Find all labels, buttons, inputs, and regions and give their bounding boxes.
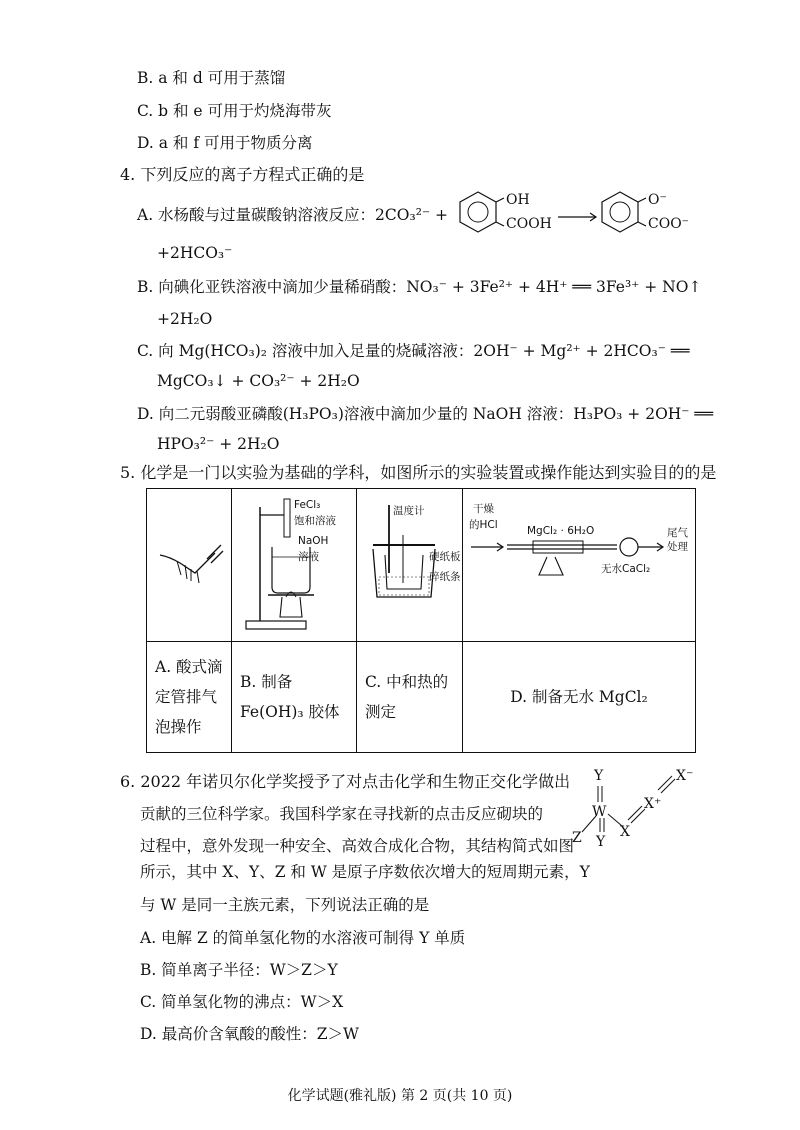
q6-line3: 过程中，意外发现一种安全、高效合成化合物，其结构简式如图 [140,837,575,855]
q6-struct-w: W [592,804,607,820]
label-solution: 溶液 [298,551,319,563]
page-footer: 化学试题(雅礼版) 第 2 页(共 10 页) [287,1088,513,1104]
caption-d: D. 制备无水 MgCl₂ [463,642,696,753]
label-tail-gas-1: 尾气 [667,527,688,539]
label-saturated: 饱和溶液 [294,515,336,527]
q3-option-d: D. a 和 f 可用于物质分离 [137,134,313,152]
q6-struct-y-bottom: Y [596,834,606,850]
figure-c-cell [357,489,463,642]
q6-struct-x-minus: X⁻ [676,768,694,784]
q3-option-c: C. b 和 e 可用于灼烧海带灰 [137,102,332,120]
reaction-arrow [556,212,600,222]
salicylic-cooh: COOH [506,216,552,232]
q6-option-c: C. 简单氢化物的沸点：W＞X [140,993,344,1011]
label-fecl3: FeCl₃ [294,499,321,511]
q6-option-a: A. 电解 Z 的简单氢化物的水溶液可制得 Y 单质 [140,929,466,947]
figure-d-cell [463,489,696,642]
q6-line1: 6. 2022 年诺贝尔化学奖授予了对点击化学和生物正交化学做出 [120,772,571,791]
salicylate-coo-minus: COO⁻ [648,216,690,232]
caption-b: B. 制备 Fe(OH)₃ 胶体 [232,642,357,753]
label-cardboard: 硬纸板 [429,551,461,563]
label-thermometer: 温度计 [393,505,425,517]
q4-stem: 4. 下列反应的离子方程式正确的是 [120,165,365,184]
q4-option-c-line2: MgCO₃↓ + CO₃²⁻ + 2H₂O [157,372,360,390]
salicylate-o-minus: O⁻ [648,192,667,208]
q4-option-b-line1: B. 向碘化亚铁溶液中滴加少量稀硝酸：NO₃⁻ + 3Fe²⁺ + 4H⁺ ══ 3Fe³⁺ + NO↑ [137,278,702,296]
q6-option-d: D. 最高价含氧酸的酸性：Z＞W [140,1025,359,1043]
q4-option-a: A. 水杨酸与过量碳酸钠溶液反应：2CO₃²⁻ + [137,206,449,224]
figure-b-cell [232,489,357,642]
q6-struct-x-plus: X⁺ [644,796,662,812]
caption-a: A. 酸式滴定管排气泡操作 [147,642,232,753]
q6-struct-y-top: Y [594,768,604,784]
q6-option-b: B. 简单离子半径：W＞Z＞Y [140,961,338,979]
q5-stem: 5. 化学是一门以实验为基础的学科，如图所示的实验装置或操作能达到实验目的的是 [120,463,717,482]
caption-c: C. 中和热的测定 [357,642,463,753]
burette-operation-figure [155,535,225,585]
label-mgcl2-hydrate: MgCl₂ · 6H₂O [527,525,595,537]
label-dry: 干燥 [473,503,494,515]
figure-a-cell [147,489,232,642]
q6-line2: 贡献的三位科学家。我国科学家在寻找新的点击反应砌块的 [140,805,544,823]
label-hcl: 的HCl [469,519,498,531]
q6-line4: 所示，其中 X、Y、Z 和 W 是原子序数依次增大的短周期元素，Y [140,863,590,881]
label-tail-gas-2: 处理 [667,541,688,553]
q4-option-b-line2: +2H₂O [157,310,213,328]
q6-struct-z: Z [572,830,582,846]
q6-line5: 与 W 是同一主族元素，下列说法正确的是 [140,896,430,914]
q4-option-a-cont: +2HCO₃⁻ [157,244,233,262]
q4-option-d-line1: D. 向二元弱酸亚磷酸(H₃PO₃)溶液中滴加少量的 NaOH 溶液：H₃PO₃ + 2OH⁻ ══ [137,405,714,423]
q3-option-b: B. a 和 d 可用于蒸馏 [137,69,286,87]
q4-option-d-line2: HPO₃²⁻ + 2H₂O [157,435,280,453]
experiment-table [146,488,696,753]
label-naoh: NaOH [298,535,329,547]
q6-struct-x: X [620,824,630,840]
q4-option-c-line1: C. 向 Mg(HCO₃)₂ 溶液中加入足量的烧碱溶液：2OH⁻ + Mg²⁺ + 2HCO₃⁻ ══ [137,342,690,360]
salicylic-oh: OH [506,192,530,208]
label-cacl2: 无水CaCl₂ [601,563,651,575]
label-paper-strips: 碎纸条 [429,571,461,583]
